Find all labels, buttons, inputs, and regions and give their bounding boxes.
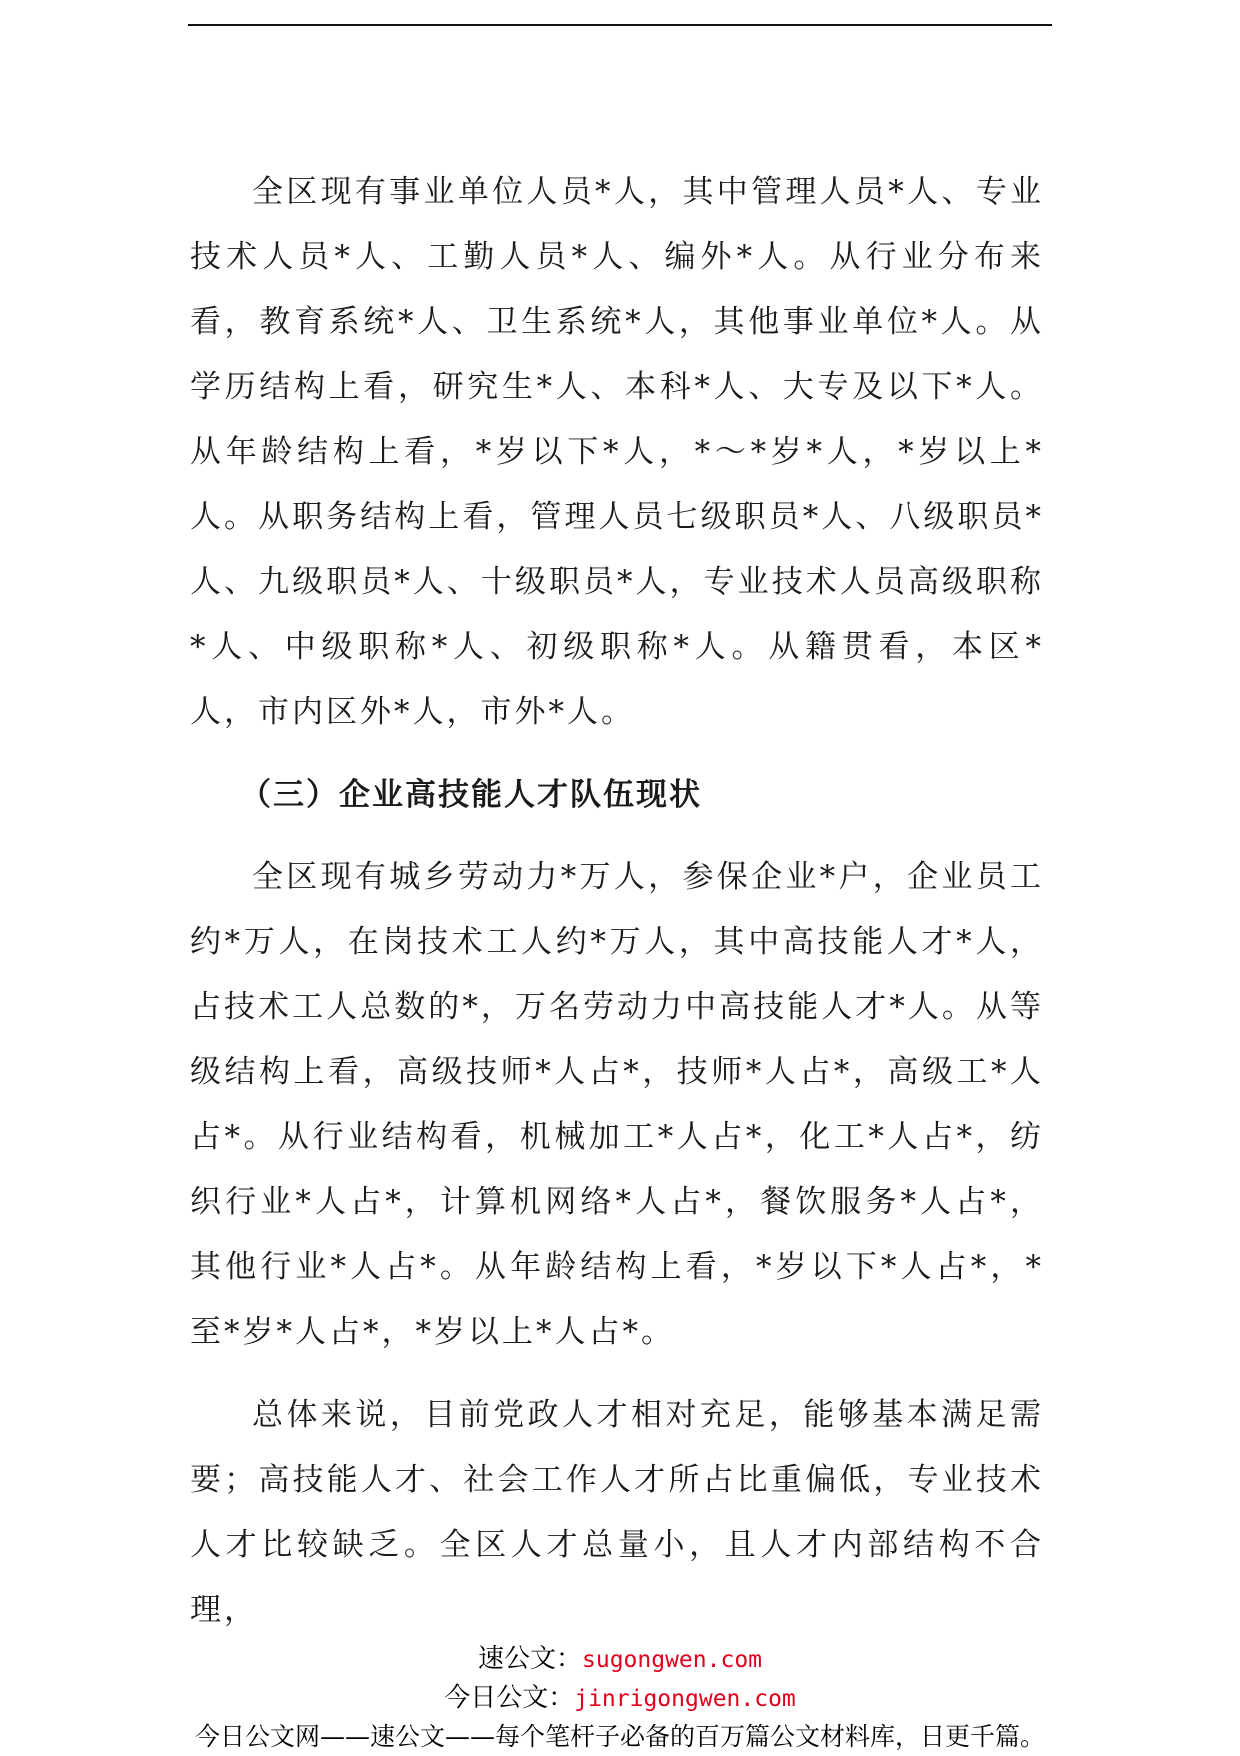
section-heading-enterprise-skilled-talent: （三）企业高技能人才队伍现状 <box>240 777 702 813</box>
document-body <box>190 160 1044 1643</box>
footer-tagline: 今日公文网——速公文——每个笔杆子必备的百万篇公文材料库，日更千篇。 <box>194 1722 1045 1751</box>
paragraph-enterprise-skilled-talent: 全区现有城乡劳动力*万人，参保企业*户，企业员工约*万人，在岗技术工人约*万人，其中高技能人才*人，占技术工人总数的*，万名劳动力中高技能人才*人。从等级结构上看，高级技师*人占*，技师*人占*，高级工*人占*。从行业结构看，机械加工*人占*，化工*人占*，纺织行业*人占*，计算机网络*人占*，餐饮服务*人占*，其他行业*人占*。从年龄结构上看，*岁以下*人占*，*至*岁*人占*，*岁以上*人占*。 <box>190 859 1044 1350</box>
footer-label-sugongwen: 速公文： <box>477 1644 582 1674</box>
footer-line-jinrigongwen <box>0 1679 1240 1718</box>
footer-link-jinrigongwen[interactable]: jinrigongwen.com <box>574 1686 796 1712</box>
footer-link-sugongwen[interactable]: sugongwen.com <box>582 1647 763 1673</box>
header-rule <box>188 24 1052 26</box>
paragraph-summary: 总体来说，目前党政人才相对充足，能够基本满足需要；高技能人才、社会工作人才所占比重偏低，专业技术人才比较缺乏。全区人才总量小，且人才内部结构不合理， <box>190 1397 1044 1628</box>
paragraph-public-institution-staff: 全区现有事业单位人员*人，其中管理人员*人、专业技术人员*人、工勤人员*人、编外*人。从行业分布来看，教育系统*人、卫生系统*人，其他事业单位*人。从学历结构上看，研究生*人、本科*人、大专及以下*人。从年龄结构上看，*岁以下*人，*～*岁*人，*岁以上*人。从职务结构上看，管理人员七级职员*人、八级职员*人、九级职员*人、十级职员*人，专业技术人员高级职称*人、中级职称*人、初级职称*人。从籍贯看，本区*人，市内区外*人，市外*人。 <box>190 174 1044 730</box>
footer-line-sugongwen <box>0 1640 1240 1679</box>
footer-watermark <box>0 1640 1240 1756</box>
footer-label-jinrigongwen: 今日公文： <box>444 1683 575 1713</box>
